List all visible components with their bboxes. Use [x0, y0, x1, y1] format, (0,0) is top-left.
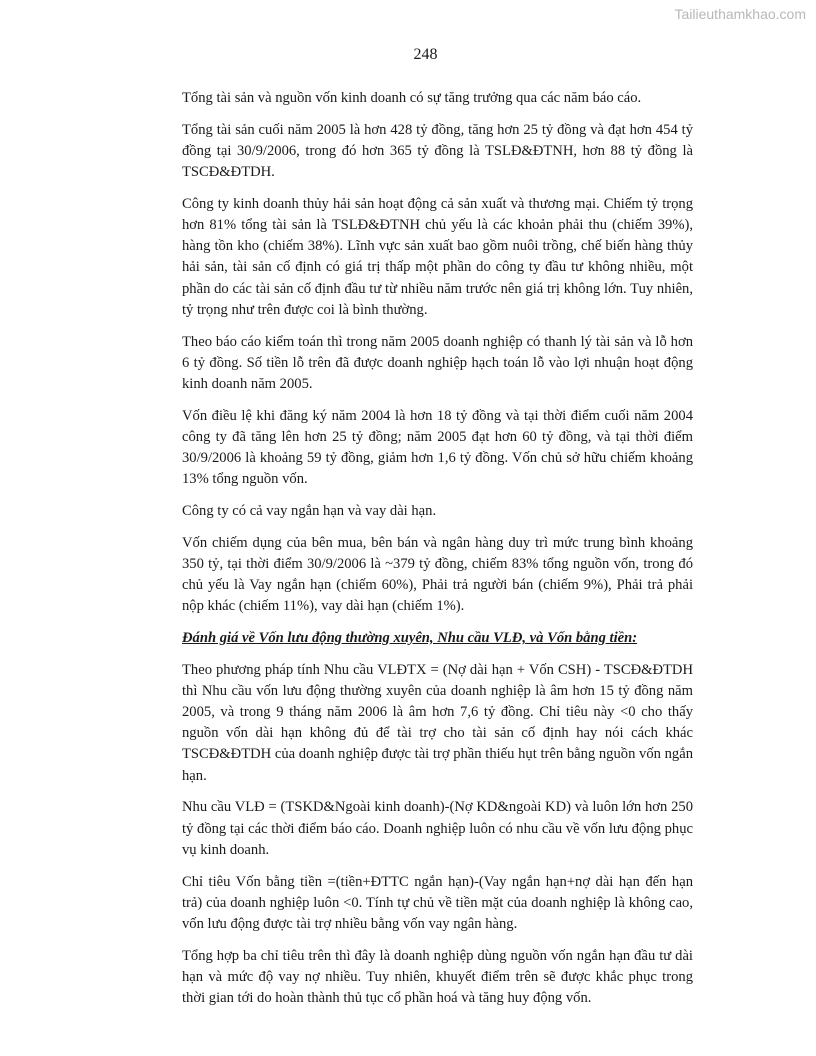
- document-body: [182, 88, 693, 1020]
- paragraph: Vốn điều lệ khi đăng ký năm 2004 là hơn 18 tỷ đồng và tại thời điểm cuối năm 2004 công ty đã tăng lên hơn 25 tỷ đồng; năm 2005 đạt hơn 60 tỷ đồng, và tại thời điểm 30/9/2006 là khoảng 59 tỷ đồng, giảm hơn 1,6 tỷ đồng. Vốn chủ sở hữu chiếm khoảng 13% tổng nguồn vốn.: [182, 407, 693, 488]
- section-heading: Đánh giá về Vốn lưu động thường xuyên, Nhu cầu VLĐ, và Vốn bằng tiền:: [182, 629, 638, 646]
- paragraph: Tổng hợp ba chỉ tiêu trên thì đây là doanh nghiệp dùng nguồn vốn ngắn hạn đầu tư dài hạn và mức độ vay nợ nhiều. Tuy nhiên, khuyết điểm trên sẽ được khắc phục trong thời gian tới do hoàn thành thủ tục cổ phần hoá và tăng huy động vốn.: [182, 947, 693, 1007]
- paragraph: Tổng tài sản cuối năm 2005 là hơn 428 tỷ đồng, tăng hơn 25 tỷ đồng và đạt hơn 454 tỷ đồng tại 30/9/2006, trong đó hơn 365 tỷ đồng là TSLĐ&ĐTNH, hơn 88 tỷ đồng là TSCĐ&ĐTDH.: [182, 121, 693, 181]
- paragraph: Theo phương pháp tính Nhu cầu VLĐTX = (Nợ dài hạn + Vốn CSH) - TSCĐ&ĐTDH thì Nhu cầu vốn lưu động thường xuyên của doanh nghiệp là âm hơn 15 tỷ đồng năm 2005, và trong 9 tháng năm 2006 là âm hơn 7,6 tỷ đồng. Chỉ tiêu này <0 cho thấy nguồn vốn dài hạn không đủ để tài trợ cho tài sản cố định hay nói cách khác TSCĐ&ĐTDH của doanh nghiệp được tài trợ phần thiếu hụt trên bằng nguồn vốn ngắn hạn.: [182, 661, 693, 784]
- watermark: Tailieuthamkhao.com: [674, 6, 806, 22]
- paragraph: Chỉ tiêu Vốn bằng tiền =(tiền+ĐTTC ngắn hạn)-(Vay ngắn hạn+nợ dài hạn đến hạn trả) của doanh nghiệp luôn <0. Tính tự chủ về tiền mặt của doanh nghiệp là không cao, vốn lưu động được tài trợ nhiều bằng vốn vay ngân hàng.: [182, 873, 693, 932]
- paragraph: Theo báo cáo kiểm toán thì trong năm 2005 doanh nghiệp có thanh lý tài sản và lỗ hơn 6 tỷ đồng. Số tiền lỗ trên đã được doanh nghiệp hạch toán lỗ vào lợi nhuận hoạt động kinh doanh năm 2005.: [182, 333, 693, 392]
- paragraph: Công ty kinh doanh thủy hải sản hoạt động cả sản xuất và thương mại. Chiếm tỷ trọng hơn 81% tổng tài sản là TSLĐ&ĐTNH chủ yếu là các khoản phải thu (chiếm 39%), hàng tồn kho (chiếm 38%). Lĩnh vực sản xuất bao gồm nuôi trồng, chế biến hàng thủy hải sản, tài sản cố định có giá trị thấp một phần do công ty đầu tư không nhiều, một phần do các tài sản cố định đầu tư từ nhiều năm trước nên giá trị không lớn. Tuy nhiên, tỷ trọng như trên được coi là bình thường.: [182, 195, 693, 318]
- paragraph: Nhu cầu VLĐ = (TSKD&Ngoài kinh doanh)-(Nợ KD&ngoài KD) và luôn lớn hơn 250 tỷ đồng tại các thời điểm báo cáo. Doanh nghiệp luôn có nhu cầu về vốn lưu động phục vụ kinh doanh.: [182, 799, 693, 858]
- page-number: 248: [413, 46, 438, 63]
- paragraph: Vốn chiếm dụng của bên mua, bên bán và ngân hàng duy trì mức trung bình khoảng 350 tỷ, tại thời điểm 30/9/2006 là ~379 tỷ đồng, chiếm 83% tổng nguồn vốn, trong đó chủ yếu là Vay ngắn hạn (chiếm 60%), Phải trả người bán (chiếm 9%), Phải trả phải nộp khác (chiếm 11%), vay dài hạn (chiếm 1%).: [182, 534, 693, 615]
- paragraph: Tổng tài sản và nguồn vốn kinh doanh có sự tăng trưởng qua các năm báo cáo.: [182, 90, 642, 106]
- paragraph: Công ty có cả vay ngắn hạn và vay dài hạn.: [182, 502, 437, 519]
